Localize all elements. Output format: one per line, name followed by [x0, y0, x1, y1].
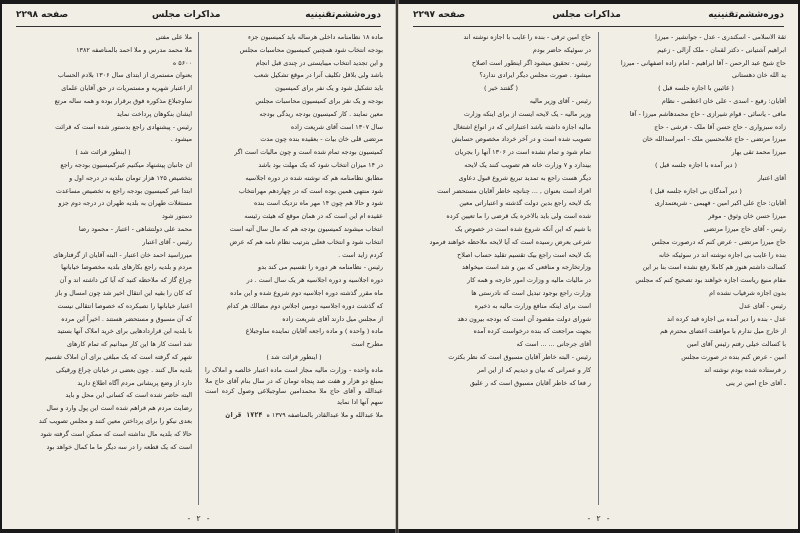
left-right-column-line: باشد ولی بلاقل تکلیف آنرا در موقع تشکیل شعب [254, 71, 383, 80]
left-left-column-line: حالا که بلدیه مال نداشته است که ممکن است گرفته شود [40, 429, 192, 438]
left-right-column-line: از مجلس میل دارند آقای شریعت زاده [282, 314, 383, 323]
left-right-column-line: ماده ۱۸ نظامنامه داخلی هرساله باید کمیسیون جزء [247, 33, 383, 41]
left-right-column-line: مطابق نظامنامه هم که نوشته شده در دوره اجلاسیه [245, 173, 383, 182]
right-column-divider [598, 32, 599, 505]
left-right-column-line: مرتضی قلی خان بیات - بعقیده بنده چون مدت [260, 135, 383, 144]
right-page-header [413, 10, 784, 24]
left-right-column-line: بودجه انتخاب شود همچنین کمیسیون محاسبات مجلس [239, 45, 383, 54]
left-left-column-line: چراغ گاز که ملاحظه کنید که آیا کی داشته اند و آن [59, 276, 192, 285]
left-left-column-line: اعتبار خیابانها را نصبکرده که خصوصا انتقالی نیست [57, 301, 192, 310]
right-right-column-line: مقام منیع ریاست اجازه خواهند بود تصحیح کنم که مجلس [635, 276, 786, 285]
left-left-column-line: شهر که گرفته است که یک مبلغی برای آن املاک تقسیم [44, 352, 192, 361]
right-right-column-line: ( غائبین با اجازه جلسه قبل ) [658, 84, 734, 93]
right-left-column-line: وزارتخارجه و منافعی که بین و شد است میخواهد [462, 263, 591, 272]
right-left-column-line: با شیم که این آنکه شروع شده است در خصوص یک [454, 224, 591, 233]
left-left-column-line: ابتدا غیر کمیسیون بودجه راجع به تخصیص مساعدت [55, 186, 192, 195]
left-right-column-line: باید تشکیل شود و یک نفر برای کمیسیون [275, 84, 383, 93]
right-right-column-line: حاج شیخ عبد الرحمن - آقا ابراهیم - امام زاده اصفهانی - میرزا [620, 58, 786, 67]
right-header-page-number: صفحه ۲۲۹۷ [413, 10, 466, 20]
right-left-column-line: بک لایحه راجع بدین دولت گذشته و اعتباراتی معین [459, 199, 591, 208]
right-left-column-line: شده است ولی باید بالاخره یک قرضی را ما تعیین کرده [446, 212, 591, 221]
right-left-column-line: شورای دولت مقصود آن است که بودجه بیرون دهد [457, 314, 591, 323]
left-article-amount: ۱۷۲۴ قران [225, 410, 263, 419]
right-left-column-line: مالیه اجازه داشته باشد اعتباراتی که در انواع اشتغال [453, 122, 591, 131]
left-left-column-line: دارد از وضع پریشانی مردم آگاه اطلاع دارید [77, 378, 192, 387]
left-left-column-line: که آن مسبوق و مستحضر هستند . اخیراً این مرده [61, 314, 192, 323]
left-header-rule [16, 26, 381, 27]
left-header-series: دوره‌ششم‌تقنینیه [305, 10, 381, 20]
left-right-column-line: انتخاب شود و انتخاب فعلی بترتیب نظام نامه هم که عرض [229, 237, 383, 246]
left-left-column-line: محمد علی دولتشاهی - اعتبار - محمود رضا [78, 224, 192, 233]
left-right-column-line: که گذشت دوره اجلاسیه دومین اجلاس دوم مضالك هر كدام [226, 301, 383, 310]
right-right-column-line: کسالت داشتم هنوز هم کاملا رفع نشده است بنا بر این [642, 263, 786, 272]
right-right-column-line: بدون اجازه شرفیاب نشده ام [709, 288, 786, 297]
left-article-names-text: ملا عبدالله و ملا عبدالقادر بالمناصفه ۱۳۷۹ ه [266, 410, 383, 419]
right-right-column-line: آقایان: حاج علی اکبر امین - فهیمی - شریعتمداری [654, 199, 786, 208]
right-left-column-line: آقای جرجانی ... ... است که [516, 340, 591, 349]
right-right-column-line: حاج میرزا مرتضی - عرض کنم که درصورت مجلس [651, 237, 786, 246]
right-right-column-line: با کسالت خیلی رفتم رئیس آقای امین [686, 340, 786, 349]
left-left-column-line: ملا محمد مدرس و ملا احمد بالمناصفه ۱۳۸۲ [76, 45, 192, 54]
left-left-column-line: از اعتبار شهریه و مستمریات در حق آقایان علمای [61, 84, 192, 93]
right-header-title: مذاکرات مجلس [552, 10, 621, 20]
left-left-column-line: مردم و بلدیه راجع بکارهای بلدیه مخصوصا خیابانها [61, 263, 192, 272]
left-left-column-line: است که یک قطعه را در سه دیگر ما ما کمال خواهد بود [46, 442, 192, 451]
left-left-column-line: بتخصیص ۱۲۵ هزار تومان ببلدیه در درجه اول و [69, 173, 192, 182]
left-left-column-line: ( اینطور قرائت شد ) [75, 148, 131, 157]
right-left-column-line: حاج امین ترقی - بنده را غایب با اجازه نوشته اند [463, 33, 591, 41]
right-left-column-line: بیندازد و ۷ وزارت خانه هم تصویب کنند یک لایحه [464, 160, 591, 169]
right-left-column-line: وزیر مالیه - یک لایحه ایست از برای اینکه وزارت [463, 109, 591, 118]
left-right-column-line: در ۱۴ میزان انتخاب شود که یک مهلت بود باشد [258, 160, 383, 169]
left-right-column-line: و این تجدید انتخاب میبایستی در چندی قبل انجام [255, 58, 383, 67]
left-right-column-line: دوره اجلاسیه و دوره اجلاسیه هر یک سال است . در [246, 276, 383, 285]
left-left-column-line: ۵۶۰۰ ه [172, 58, 192, 67]
left-page-left-column [14, 32, 192, 507]
right-right-column-line: میرزا حسن خان وثوق - موقر [708, 212, 786, 221]
right-right-column-line: رئیس - آقای حاج میرزا مرتضی [703, 224, 786, 233]
left-left-column-line: میرزاسید احمد خان اعتبار - البته آقایان از گرفتارهای [53, 250, 192, 259]
left-left-column-line: ان جانبان پیشنهاد میکنیم غیرکمیسیون بودجه راجع [60, 160, 192, 169]
right-left-column-line: تمام شود و تمام نشده است در ۱۳۰۶ آنها را بجریان [454, 148, 591, 157]
right-page-right-column [606, 32, 786, 507]
left-left-column-line: بلدیه مال کنند . چون بعضی در خیابان چراغ ورقیکی [56, 365, 192, 374]
right-right-column-line: رئیس - آقای عدل [739, 301, 786, 310]
left-left-column-line: رئیس - پیشنهادی راجع بدستور شده است که قرائت [55, 122, 192, 131]
left-left-column-line: شد است کار ها این کار میدانیم که تمام کارهای [67, 340, 192, 349]
right-right-column-line: ید الله خان دهستانی [732, 71, 786, 80]
right-right-column-line: ( دیر آمدگان بی اجازه جلسه قبل ) [650, 186, 742, 195]
left-page-right-column [205, 32, 383, 507]
right-right-column-line: از خارج میل ندارم با موافقت اعضای محترم هم [660, 327, 786, 336]
right-left-column-lines [411, 32, 591, 388]
right-right-column-line: میرزا مرتضی - حاج غلامحسین ملک - امیراسدالله خان [642, 135, 786, 144]
left-right-column-line: بودجه و یک نفر برای کمیسیون محاسبات مجلس [255, 96, 383, 105]
right-right-column-line: میرزا محمد تقی بهار [731, 148, 786, 157]
right-page [398, 4, 798, 529]
left-right-column-line: انتخاب میشوند کمیسیون بودجه هم که مال سال آتیه است [229, 224, 383, 233]
right-left-column-line: میشود . صورت مجلس دیگر ایرادی ندارد؟ [479, 71, 591, 80]
left-article-names [205, 410, 383, 421]
right-left-column-line: در سوئیکه حاضر بودم [532, 45, 591, 54]
right-left-column-line: بک لایحه است راجع بیک تقسیم تقلید حساب اصلاح [457, 250, 591, 259]
right-right-column-line: آقای اعتبار [757, 173, 786, 182]
right-left-column-line: است برای اینکه منافع وزارت مالیه به ذخیره [474, 301, 591, 310]
left-right-column-line: کردم زاید است . [338, 250, 383, 259]
left-right-column-line: سال ۱۳۰۷ است آقای شریعت زاده [290, 122, 383, 131]
left-left-column-lines [14, 32, 192, 452]
left-left-column-line: مستغلات طهران به بلدیه طهران در درجه دوم جزو [58, 199, 192, 208]
right-right-column-line: عدل - بنده را دیر آمده بی اجازه قید کرده اند [667, 314, 786, 323]
left-right-column-line: شود منتهی همین بوده است که در چهاردهم مهرانتخاب [238, 186, 383, 195]
right-right-column-line: ـ آقای حاج امین تر ینی [725, 378, 786, 387]
left-left-column-line: ملا علی مفتی [155, 33, 192, 41]
left-left-column-line: که کان را بقیه این انتقال اخیر شد چون امسال و باز [55, 288, 192, 297]
left-left-column-line: بعنوان مستمری از ابتدای سال ۱۳۰۶ بلادم الحساب [57, 71, 192, 80]
left-left-column-line: میشود . [170, 135, 192, 144]
right-left-column-line: رئیس - تحقیق میشود اگر اینطور است اصلاح [471, 58, 591, 67]
right-right-column-lines [606, 32, 786, 388]
right-left-column-line: رئیس - آقای وزیر مالیه [529, 96, 591, 105]
right-left-column-line: کار و عمرانی که بیان و دیدیم که از این امر [477, 365, 591, 374]
left-right-column-line: کمیسیون بودجه تمام شده است و چون مالیات است اگر [234, 148, 383, 157]
left-right-column-line: ماه مقرر گذشته دوره اجلاسیه دوم شروع شده و این ماده [230, 288, 383, 297]
left-right-column-line: رئیس - نظامنامه هر دوره را تقسیم می کند بدو [258, 263, 383, 272]
left-left-column-line: رئیس - آقای اعتبار [142, 237, 192, 246]
right-right-column-line: زاده سبزواری - حاج حسن آقا ملک - فرشی - حاج [654, 122, 786, 131]
left-read-note: ( اینطور قرائت شد ) [266, 352, 322, 361]
right-header-rule [413, 26, 784, 27]
left-article-text: ماده واحده - وزارت مالیه مجاز است ماده اعتبار خالصه و املاک را بمبلغ دو هزار و هفت صد پنجاه تومان که در سال بنام آقای حاج ملا عبدالله و آقای حاج ملا محمدامین ساوجبلاغی وصول کرده است سهم آنها ادا نماید [205, 365, 383, 407]
right-right-column-line: ر فرستاده شده بودم نوشته اند [704, 365, 786, 374]
right-right-column-line: مافی - یاسائی - قوام شیرازی - حاج محمدهاشم میرزا - آقا [629, 109, 786, 118]
left-page-footer: - ٢ - [186, 514, 211, 523]
left-right-column-line: معین نمایند . کار کمیسیون بودجه ریدگی بودجه [259, 109, 383, 118]
left-page [2, 4, 396, 529]
right-left-column-line: افراد است بعنوان , ... چنانچه خاطر آقایان مستحضر است [437, 186, 591, 195]
right-right-column-line: ابراهیم آشتیانی - دکتر لقمان - ملک آزالی - زعیم [657, 45, 786, 54]
right-left-column-line: ر فعا که خاطر آقایان مسبوق است که ر علیق [469, 378, 591, 387]
left-right-column-line: مطرح است [351, 340, 383, 349]
right-left-column-line: شرعی بعرض رسیده است که آیا لایحه ملاحظه خواهند فرمود [429, 237, 591, 246]
right-header-series: دوره‌ششم‌تقنینیه [708, 10, 784, 20]
right-left-column-line: تصویب شده است و در آخر خرداد مخصوص حسابش [451, 135, 591, 144]
right-left-column-line: وزارت راجع بوجود تبدیل است که نادرستی ها [471, 288, 591, 297]
left-header-page-number: صفحه ۲۲۹۸ [16, 10, 69, 20]
left-left-column-line: با بلدیه این قراردادهایی برای خرید املاک آنها بستید [57, 327, 192, 336]
left-column-divider [198, 32, 199, 505]
right-right-column-line: امین - عرض کنم بنده در صورت مجلس [681, 352, 786, 361]
right-right-column-line: ( دیر آمده با اجازه جلسه قبل ) [654, 160, 738, 169]
right-left-column-line: در مالیات مالیه و وزارت امور خارجه و همه کار [467, 276, 591, 285]
left-left-column-line: بعدی نیکو را برای پرداختن معین کنند و مجلس تصویب کند [38, 416, 192, 425]
left-page-header [16, 10, 381, 24]
left-left-column-line: ساوجبلاغ مذکوره فوق برقرار بوده و همه ساله مرتع [54, 96, 192, 105]
right-page-footer: - ٢ - [586, 514, 611, 523]
right-left-column-line: دیگر هست راجع به تمدید تبریع شروع قبول دعاوی [458, 173, 591, 182]
left-left-column-line: ایشان بنکوهان پرداخت نماید [116, 109, 192, 118]
right-left-column-line: بجهت مراجعت که بنده درخواست کرده آمده [473, 327, 591, 336]
right-page-left-column [411, 32, 591, 507]
right-right-column-line: آقایان: رفیع - اسدی - علی خان اعظمی - نظام [661, 96, 786, 105]
left-header-title: مذاکرات مجلس [152, 10, 221, 20]
left-left-column-line: رضایت مردم هم فراهم شده است این پول وارد و سال [46, 404, 192, 413]
left-right-column-line: عقیده ام این است که در همان موقع که هیئت رئیسه [244, 212, 383, 221]
right-left-column-line: رئیس - البته خاطر آقایان مسبوق است که نظر بکثرت [448, 352, 591, 361]
right-left-column-line: ( گفتند خیر ) [484, 84, 518, 93]
left-right-column-line: شود و حالا هم چون ۱۴ مهر ماه نزدیک است بنده [254, 199, 383, 208]
left-left-column-line: البته حاضر شده است که کسانی این محل و باید [65, 391, 192, 400]
left-right-column-lines [205, 32, 383, 350]
right-right-column-line: ثقة الاسلامی - اسکندری - عدل - جوانشیر - میرزا [655, 33, 786, 41]
left-left-column-line: دستور شود [161, 212, 192, 221]
left-right-column-line: ماده ( واحده ) و ماده راجعه آقایان نماینده ساوجبلاغ [245, 327, 383, 336]
right-right-column-line: بنده را غایب بی اجازه نوشته اند در سوئیکه خانه [658, 250, 786, 259]
